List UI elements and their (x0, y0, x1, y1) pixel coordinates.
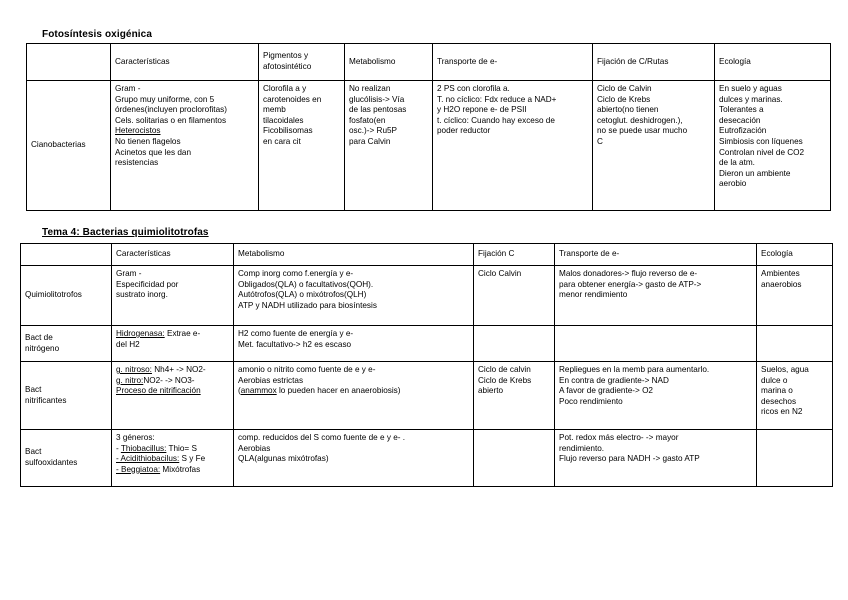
nitrogeno-fijacion (474, 326, 555, 362)
table1-header-pigmentos: Pigmentos y afotosintético (259, 44, 345, 81)
row-label-cianobacterias: Cianobacterias (27, 81, 111, 211)
text-line: Cels. solitarias o en filamentos (115, 115, 227, 125)
nitrificantes-fijacion: Ciclo de calvin Ciclo de Krebs abierto (474, 362, 555, 430)
section1-title: Fotosíntesis oxigénica (42, 29, 153, 40)
sulfooxidantes-caracteristicas (112, 430, 234, 487)
quimiolitotrofos-transporte: Malos donadores-> flujo reverso de e- para obtener energía-> gasto de ATP-> menor rendimiento (555, 266, 757, 326)
row-label-bact-nitrificantes: Bact nitrificantes (21, 362, 112, 430)
text-line: Gram - (116, 269, 142, 278)
text-fragment: Nh4+ -> NO2- (151, 365, 206, 374)
table1-header-ecologia: Ecología (715, 44, 831, 81)
nitrogeno-transporte (555, 326, 757, 362)
text-fragment: ( (238, 386, 241, 396)
table1-header-fijacion: Fijación de C/Rutas (593, 44, 715, 81)
text-line: amonio o nitrito como fuente de e y e- (238, 365, 376, 374)
quimiolitotrofos-fijacion: Ciclo Calvin (474, 266, 555, 326)
sulfooxidantes-metabolismo: comp. reducidos del S como fuente de e y e- . Aerobias QLA(algunas mixótrofas) (234, 430, 474, 487)
nitrificantes-metabolismo (234, 362, 474, 430)
quimiolitotrofos-ecologia: Ambientes anaerobios (757, 266, 833, 326)
text-line: 3 géneros: (116, 433, 155, 442)
cianobacterias-metabolismo: No realizan glucólisis-> Vía de las pentosas fosfato(en osc.)-> Ru5P para Calvin (345, 81, 433, 211)
text-fragment: Mixótrofas (160, 464, 201, 474)
sulfooxidantes-ecologia (757, 430, 833, 487)
text-fragment: - (116, 443, 121, 453)
text-fragment: NO2- -> NO3- (143, 375, 195, 385)
table1-header-transporte: Transporte de e- (433, 44, 593, 81)
cianobacterias-caracteristicas (111, 81, 259, 211)
text-line: sustrato inorg. (116, 290, 168, 300)
underlined-term: Heterocistos (115, 126, 161, 136)
text-line: Grupo muy uniforme, con 5 (115, 94, 215, 104)
underlined-term: Hidrogenasa: (116, 329, 165, 338)
underlined-term: Proceso de nitrificación (116, 386, 201, 396)
underlined-term: Thiobacillus: (120, 443, 167, 453)
cianobacterias-ecologia: En suelo y aguas dulces y marinas. Tolerantes a desecación Eutrofización Simbiosis con líquenes Controlan nivel de CO2 de la atm. Dieron un ambiente aerobio (715, 81, 831, 211)
section2-title: Tema 4: Bacterias quimiolitotrofas (42, 227, 209, 238)
nitrificantes-ecologia: Suelos, agua dulce o marina o desechos ricos en N2 (757, 362, 833, 430)
cianobacterias-fijacion: Ciclo de Calvin Ciclo de Krebs abierto(no tienen cetoglut. deshidrogen.), no se puede usar mucho C (593, 81, 715, 211)
nitrogeno-metabolismo: H2 como fuente de energía y e- Met. facultativo-> h2 es escaso (234, 326, 474, 362)
underlined-term: g. nitro: (116, 375, 144, 385)
nitrogeno-ecologia (757, 326, 833, 362)
underlined-term: anammox (240, 386, 277, 396)
text-line: Gram - (115, 84, 141, 93)
text-line: Especificidad por (116, 279, 179, 289)
photosynthesis-table (26, 43, 831, 211)
row-label-bact-sulfooxidantes: Bact sulfooxidantes (21, 430, 112, 487)
text-line: del H2 (116, 339, 140, 349)
nitrogeno-caracteristicas (112, 326, 234, 362)
text-fragment: Thio= S (166, 443, 197, 453)
nitrificantes-caracteristicas (112, 362, 234, 430)
underlined-term: - Beggiatoa: (116, 464, 161, 474)
nitrificantes-transporte: Repliegues en la memb para aumentarlo. En contra de gradiente-> NAD A favor de gradiente-> O2 Poco rendimiento (555, 362, 757, 430)
cianobacterias-transporte: 2 PS con clorofila a. T. no cíclico: Fdx reduce a NAD+ y H2O repone e- de PSII t. cíclico: Cuando hay exceso de poder reductor (433, 81, 593, 211)
text-fragment: lo pueden hacer en anaerobiosis) (276, 386, 401, 396)
table2-header-empty (21, 244, 112, 266)
text-line: órdenes(incluyen proclorofitas) (115, 105, 227, 115)
table2-header-transporte: Transporte de e- (555, 244, 757, 266)
underlined-term: g. nitroso: (116, 365, 152, 374)
text-fragment: S y Fe (179, 454, 206, 464)
table2-header-fijacion: Fijación C (474, 244, 555, 266)
underlined-term: - Acidithiobacilus: (116, 454, 180, 464)
quimiolitotrofos-metabolismo: Comp inorg como f.energía y e- Obligados(QLA) o facultativos(QOH). Autótrofos(QLA) o mixótrofos(QLH) ATP y NADH utilizado para biosíntesis (234, 266, 474, 326)
row-label-quimiolitotrofos: Quimiolitotrofos (21, 266, 112, 326)
text-line: Acinetos que les dan (115, 147, 192, 157)
chemolithotrophs-table (20, 243, 833, 487)
text-line: No tienen flagelos (115, 136, 181, 146)
row-label-bact-nitrogeno: Bact de nitrógeno (21, 326, 112, 362)
text-line: Aerobias estrictas (238, 375, 304, 385)
cianobacterias-pigmentos: Clorofila a y carotenoides en memb tilacoidales Ficobilisomas en cara cit (259, 81, 345, 211)
text-line: resistencias (115, 158, 159, 168)
table2-header-caracteristicas: Características (112, 244, 234, 266)
table2-header-ecologia: Ecología (757, 244, 833, 266)
sulfooxidantes-fijacion (474, 430, 555, 487)
text-fragment: Extrae e- (164, 329, 201, 338)
quimiolitotrofos-caracteristicas (112, 266, 234, 326)
sulfooxidantes-transporte: Pot. redox más electro- -> mayor rendimiento. Flujo reverso para NADH -> gasto ATP (555, 430, 757, 487)
table2-header-metabolismo: Metabolismo (234, 244, 474, 266)
table1-header-caracteristicas: Características (111, 44, 259, 81)
table1-header-metabolismo: Metabolismo (345, 44, 433, 81)
table1-header-empty (27, 44, 111, 81)
